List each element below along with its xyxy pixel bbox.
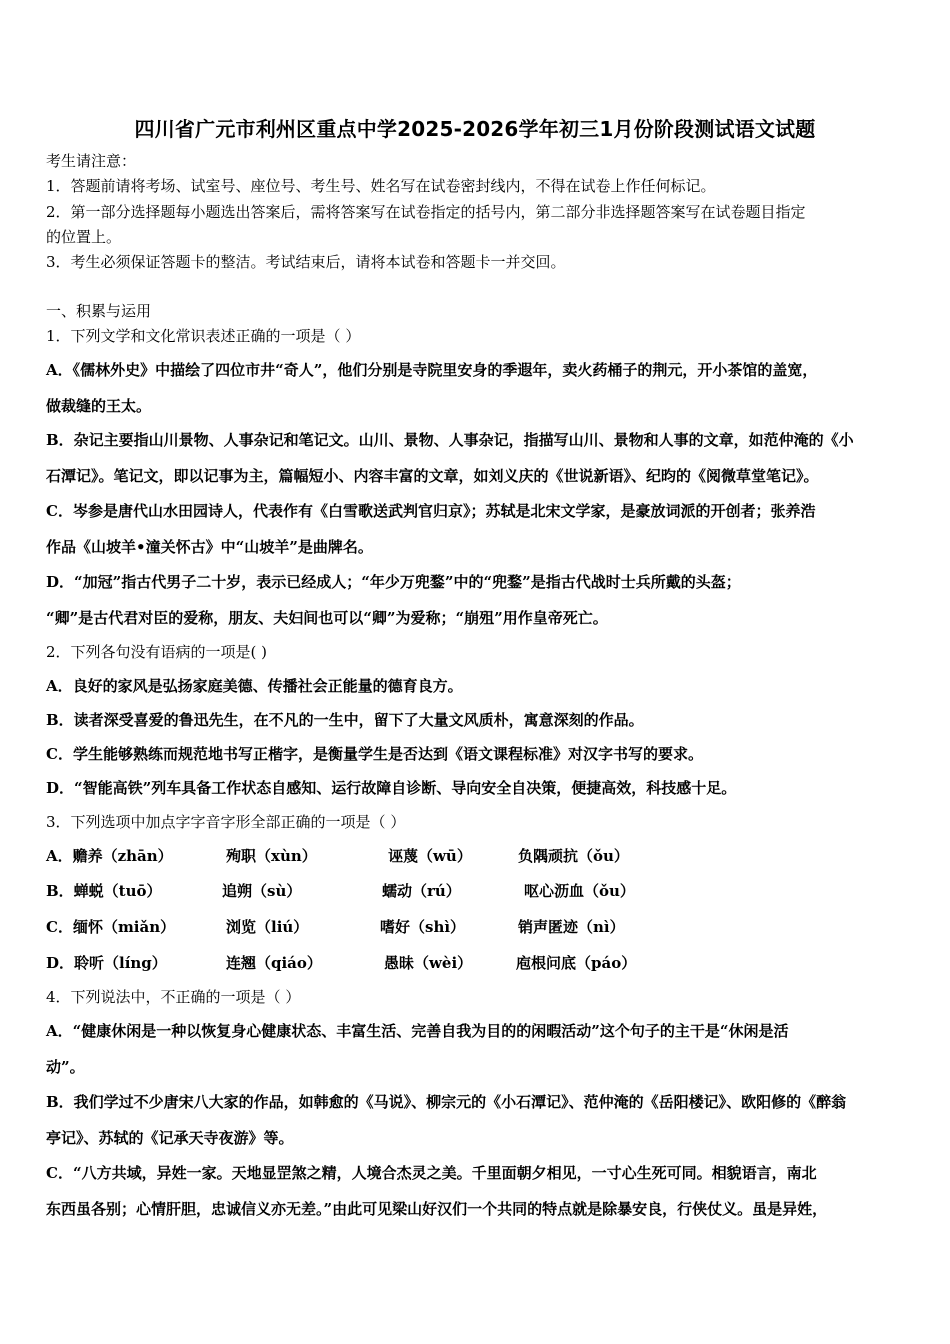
question-3-option-c-word-2: 浏览（liú）: [226, 918, 309, 936]
question-4-option-b: B．我们学过不少唐宋八大家的作品，如韩愈的《马说》、柳宗元的《小石潭记》、范仲淹的《岳阳楼记》、欧阳修的《醉翁: [46, 1093, 847, 1111]
notice-item-2: 2．第一部分选择题每小题选出答案后，需将答案写在试卷指定的括号内，第二部分非选择题答案写在试卷题目指定: [46, 203, 806, 221]
question-3-option-d-word-4: 庖根问底（páo）: [516, 954, 637, 972]
notice-item-3: 3．考生必须保证答题卡的整洁。考试结束后，请将本试卷和答题卡一并交回。: [46, 253, 566, 271]
question-3-option-b-word-1: B．蝉蜕（tuō）: [46, 882, 162, 900]
question-3-option-c-word-3: 嗜好（shì）: [380, 918, 466, 936]
question-3-option-b-word-2: 追朔（sù）: [222, 882, 302, 900]
question-1-option-b-continued: 石潭记》。笔记文，即以记事为主，篇幅短小、内容丰富的文章，如刘义庆的《世说新语》、纪昀的《阅微草堂笔记》。: [46, 467, 819, 485]
notice-heading: 考生请注意：: [46, 152, 137, 170]
question-4-option-c-continued: 东西虽各别；心情肝胆，忠诚信义亦无差。”由此可见梁山好汉们一个共同的特点就是除暴安良，行侠仗义。虽是异姓，: [46, 1200, 828, 1218]
question-4-stem: 4．下列说法中，不正确的一项是（ ）: [46, 988, 301, 1006]
question-4-option-b-continued: 亭记》、苏轼的《记承天寺夜游》等。: [46, 1129, 294, 1147]
question-1-option-d: D．“加冠”指古代男子二十岁，表示已经成人；“年少万兜鍪”中的“兜鍪”是指古代战时士兵所戴的头盔；: [46, 573, 741, 591]
page-title: 四川省广元市利州区重点中学2025-2026学年初三1月份阶段测试语文试题: [134, 117, 816, 141]
question-3-option-d-word-1: D．聆听（líng）: [46, 954, 167, 972]
question-3-option-c-word-1: C．缅怀（miǎn）: [46, 918, 176, 936]
question-3-option-b-word-3: 蠕动（rú）: [382, 882, 461, 900]
question-3-stem: 3．下列选项中加点字字音字形全部正确的一项是（ ）: [46, 813, 406, 831]
question-3-option-d-word-3: 愚昧（wèi）: [384, 954, 473, 972]
notice-item-1: 1．答题前请将考场、试室号、座位号、考生号、姓名写在试卷密封线内，不得在试卷上作任何标记。: [46, 177, 716, 195]
question-3-option-a-word-3: 诬蔑（wū）: [388, 847, 472, 865]
question-1-option-a: A．《儒林外史》中描绘了四位市井“奇人”，他们分别是寺院里安身的季遐年，卖火药桶子的荆元，开小茶馆的盖宽，: [46, 361, 818, 379]
question-4-option-a: A．“健康休闲是一种以恢复身心健康状态、丰富生活、完善自我为目的的闲暇活动”这个句子的主干是“休闲是活: [46, 1022, 789, 1040]
question-3-option-d-word-2: 连翘（qiáo）: [226, 954, 322, 972]
question-1-option-c: C．岑参是唐代山水田园诗人，代表作有《白雪歌送武判官归京》；苏轼是北宋文学家，是豪放词派的开创者；张养浩: [46, 502, 816, 520]
question-1-option-c-continued: 作品《山坡羊•潼关怀古》中“山坡羊”是曲牌名。: [46, 538, 373, 556]
question-2-stem: 2．下列各句没有语病的一项是( ): [46, 643, 268, 661]
question-4-option-a-continued: 动”。: [46, 1058, 85, 1076]
question-3-option-a-word-1: A．赡养（zhān）: [46, 847, 173, 865]
question-3-option-c-word-4: 销声匿迹（nì）: [518, 918, 625, 936]
question-1-option-d-continued: “卿”是古代君对臣的爱称，朋友、夫妇间也可以“卿”为爱称；“崩殂”用作皇帝死亡。: [46, 609, 608, 627]
question-3-option-b-word-4: 呕心沥血（ǒu）: [524, 882, 635, 900]
section-heading: 一、积累与运用: [46, 302, 152, 320]
question-1-stem: 1．下列文学和文化常识表述正确的一项是（ ）: [46, 327, 361, 345]
question-2-option-a: A．良好的家风是弘扬家庭美德、传播社会正能量的德育良方。: [46, 677, 463, 695]
question-3-option-a-word-4: 负隅顽抗（ǒu）: [518, 847, 629, 865]
question-4-option-c: C．“八方共域，异姓一家。天地显罡煞之精，人境合杰灵之美。千里面朝夕相见，一寸心生死可同。相貌语言，南北: [46, 1164, 817, 1182]
question-1-option-a-continued: 做裁缝的王太。: [46, 397, 152, 415]
question-2-option-d: D．“智能高铁”列车具备工作状态自感知、运行故障自诊断、导向安全自决策，便捷高效，科技感十足。: [46, 779, 737, 797]
question-3-option-a-word-2: 殉职（xùn）: [226, 847, 317, 865]
question-1-option-b: B．杂记主要指山川景物、人事杂记和笔记文。山川、景物、人事杂记，指描写山川、景物和人事的文章，如范仲淹的《小: [46, 431, 854, 449]
notice-item-2-continued: 的位置上。: [46, 228, 122, 246]
question-2-option-c: C．学生能够熟练而规范地书写正楷字，是衡量学生是否达到《语文课程标准》对汉字书写的要求。: [46, 745, 703, 763]
question-2-option-b: B．读者深受喜爱的鲁迅先生，在不凡的一生中，留下了大量文风质朴，寓意深刻的作品。: [46, 711, 644, 729]
